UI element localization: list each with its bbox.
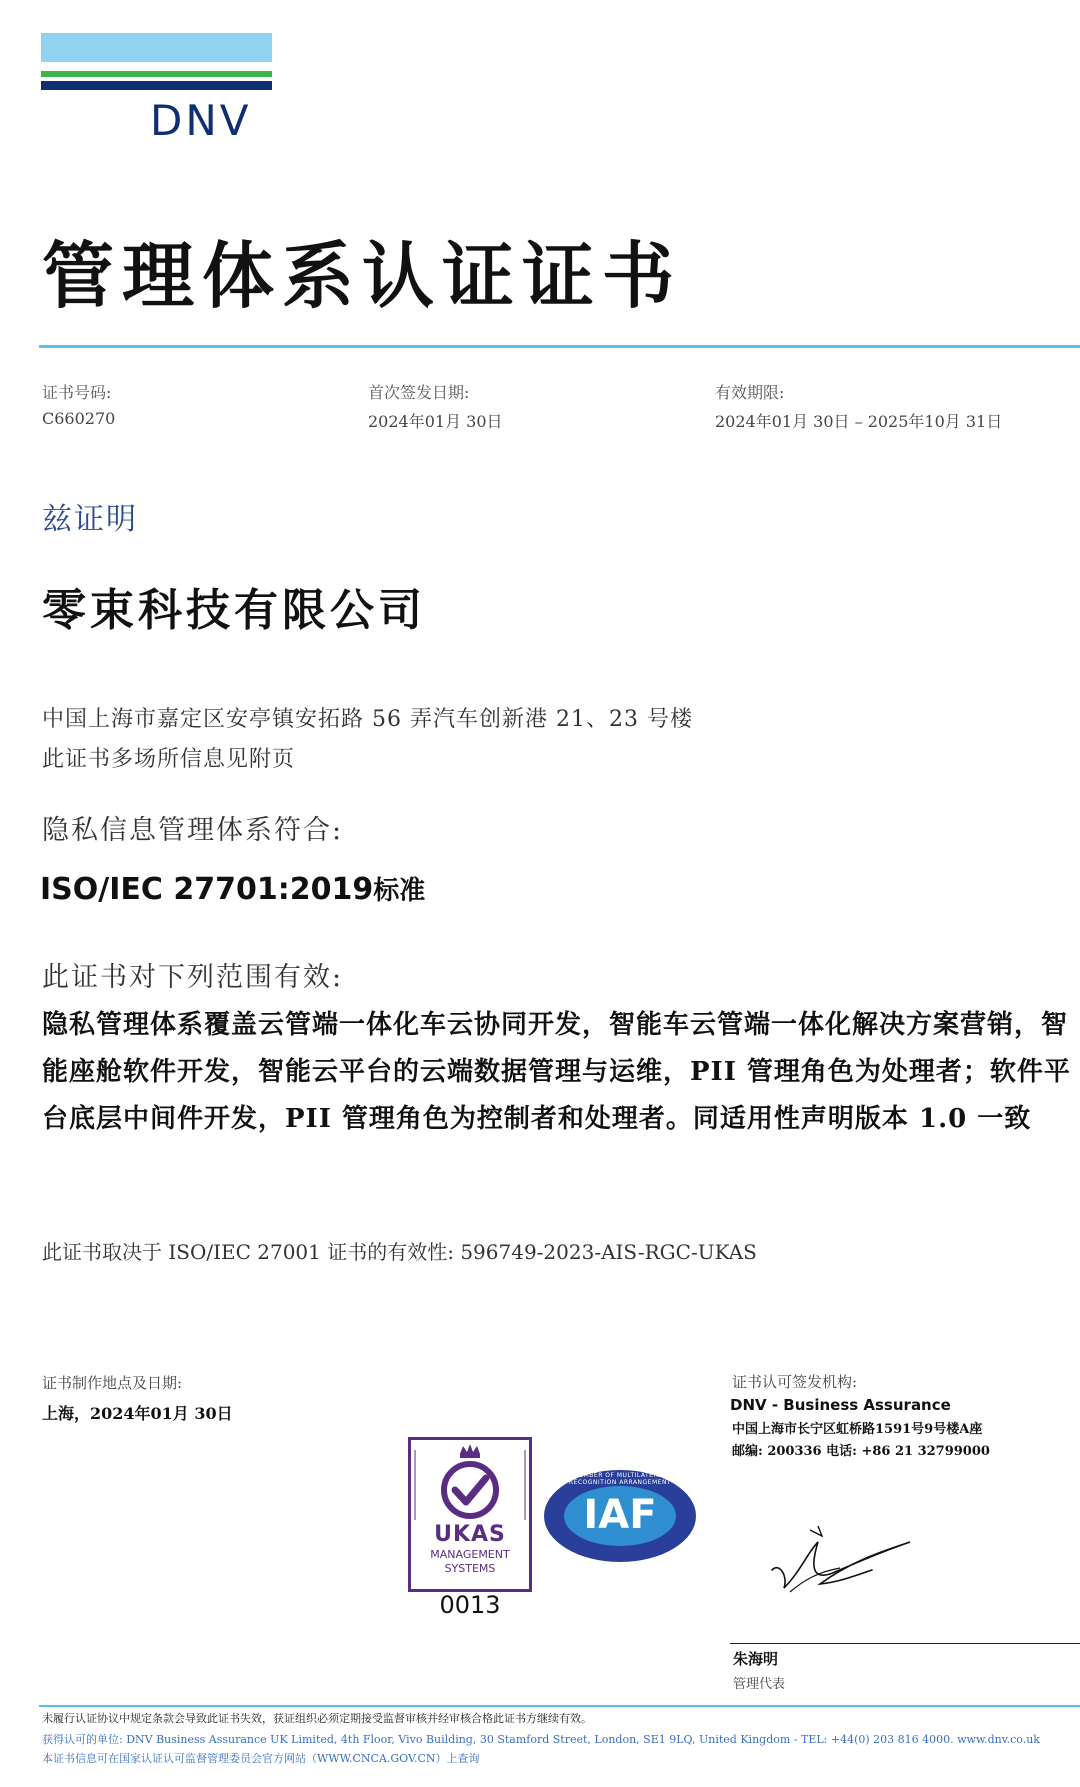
signature-line (730, 1643, 1080, 1644)
title-divider (39, 345, 1080, 348)
iaf-title: IAF (583, 1492, 657, 1538)
signatory-name: 朱海明 (733, 1650, 779, 1668)
place-date: 上海，2024年01月 30日 (42, 1404, 233, 1423)
issuer-contact: 邮编: 200336 电话: +86 21 32799000 (732, 1444, 990, 1459)
issuer-name: DNV - Business Assurance (730, 1396, 951, 1414)
place-date-label: 证书制作地点及日期: (42, 1374, 183, 1392)
footer-accredited-unit: 获得认可的单位: DNV Business Assurance UK Limited, 4th Floor, Vivo Building, 30 Stamford Street, London, SE1 9LQ, United Kingdom - TEL: +44(0) 203 816 4000. www.dnv.co.uk (42, 1733, 1040, 1746)
issuer-address: 中国上海市长宁区虹桥路1591号9号楼A座 (732, 1422, 983, 1437)
validity-label: 有效期限: (715, 383, 785, 402)
iaf-mark (542, 1468, 698, 1564)
dnv-logo-band-navy (41, 81, 272, 90)
ukas-title: UKAS (434, 1522, 506, 1547)
footer-divider (39, 1705, 1080, 1707)
company-address: 中国上海市嘉定区安亭镇安拓路 56 弄汽车创新港 21、23 号楼 (42, 707, 693, 732)
signature-image (760, 1522, 920, 1597)
scope-label: 此证书对下列范围有效: (42, 962, 344, 993)
multi-site-note: 此证书多场所信息见附页 (42, 747, 296, 772)
first-issue-label: 首次签发日期: (368, 383, 470, 402)
ukas-mark (408, 1437, 532, 1592)
scope-text: 隐私管理体系覆盖云管端一体化车云协同开发，智能车云管端一体化解决方案营销，智能座舱软件开发，智能云平台的云端数据管理与运维，PII 管理角色为处理者；软件平台底层中间件开发，PII 管理角色为控制者和处理者。同适用性声明版本 1.0 一致 (42, 1010, 1071, 1134)
standard-code: ISO/IEC 27701:2019 (40, 872, 374, 907)
ukas-crown-tick-icon (411, 1442, 529, 1522)
dnv-logo-band-green (41, 71, 272, 77)
dependency-note: 此证书取决于 ISO/IEC 27001 证书的有效性: 596749-2023-AIS-RGC-UKAS (42, 1240, 757, 1264)
standard-name (40, 870, 425, 907)
dnv-logo-text: DNV (150, 96, 252, 145)
validity-period: 2024年01月 30日 – 2025年10月 31日 (715, 412, 1003, 431)
company-name: 零束科技有限公司 (42, 585, 426, 636)
certify-heading: 兹证明 (42, 502, 138, 537)
ukas-line2: SYSTEMS (444, 1562, 496, 1575)
first-issue-date: 2024年01月 30日 (368, 412, 503, 431)
cert-number: C660270 (42, 409, 116, 428)
ukas-number: 0013 (439, 1591, 501, 1619)
iaf-ring-text: MEMBER OF MULTILATERAL RECOGNITION ARRANGEMENT (568, 1472, 672, 1486)
signatory-role: 管理代表 (733, 1677, 786, 1692)
standard-suffix: 标准 (373, 876, 426, 906)
certificate-title: 管理体系认证证书 (42, 233, 683, 318)
dnv-logo-band-lightblue (41, 33, 272, 62)
footer-validity-note: 未履行认证协议中规定条款会导致此证书失效，获证组织必须定期接受监督审核并经审核合格此证书方继续有效。 (42, 1712, 592, 1725)
conformity-label: 隐私信息管理体系符合: (42, 815, 344, 846)
ukas-line1: MANAGEMENT (430, 1548, 510, 1561)
footer-cnca-note: 本证书信息可在国家认证认可监督管理委员会官方网站（WWW.CNCA.GOV.CN）上查询 (42, 1752, 480, 1765)
issuer-label: 证书认可签发机构: (732, 1373, 858, 1391)
cert-number-label: 证书号码: (42, 383, 112, 402)
